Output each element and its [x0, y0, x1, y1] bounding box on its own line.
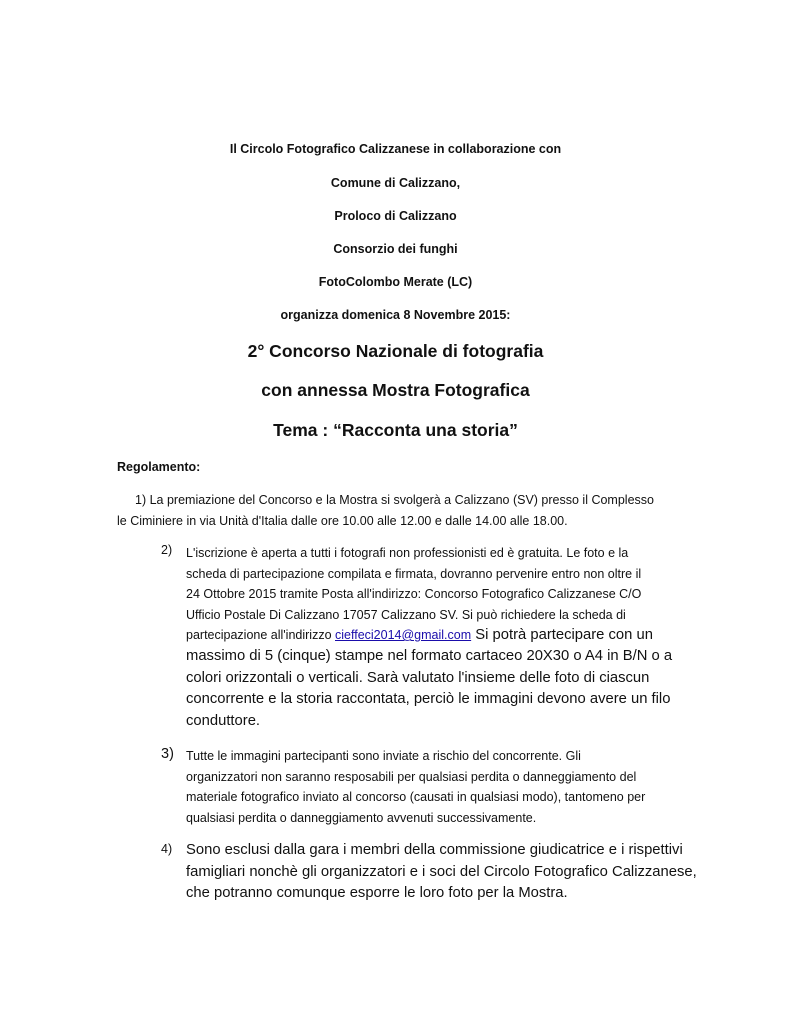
- rule-2-line: colori orizzontali o verticali. Sarà valutato l'insieme delle foto di ciascun: [186, 669, 650, 686]
- rule-2-line: concorrente e la storia raccontata, perciò le immagini devono avere un filo: [186, 691, 671, 707]
- rule-1-line: le Ciminiere in via Unità d'Italia dalle ore 10.00 alle 12.00 e dalle 14.00 alle 18.00.: [117, 514, 568, 528]
- rule-2-text: [186, 543, 686, 647]
- header-line-organizer: Il Circolo Fotografico Calizzanese in collaborazione con: [229, 142, 562, 156]
- rule-1-line: 1) La premiazione del Concorso e la Mostra si svolgerà a Calizzano (SV) presso il Complesso: [135, 493, 654, 507]
- rule-2-line: 24 Ottobre 2015 tramite Posta all'indirizzo: Concorso Fotografico Calizzanese C/O: [186, 587, 642, 601]
- rule-4-text: [186, 840, 697, 905]
- rule-3-line: organizzatori non saranno resposabili per qualsiasi perdita o danneggiamento del: [186, 769, 637, 784]
- rule-2-line: massimo di 5 (cinque) stampe nel formato cartaceo 20X30 o A4 in B/N o a: [186, 648, 673, 664]
- rule-2-line-text: partecipazione all'indirizzo: [186, 628, 335, 642]
- rule-3-number: 3): [161, 746, 174, 762]
- header-line-date: organizza domenica 8 Novembre 2015:: [280, 308, 511, 322]
- rule-3-line: Tutte le immagini partecipanti sono inviate a rischio del concorrente. Gli: [186, 749, 581, 763]
- rule-4-line: che potranno comunque esporre le loro foto per la Mostra.: [186, 885, 568, 901]
- rule-3-text: [186, 746, 686, 828]
- header-line-comune: Comune di Calizzano,: [330, 176, 461, 190]
- title-theme: Tema : “Racconta una storia”: [273, 420, 518, 440]
- header-line-consorzio: Consorzio dei funghi: [333, 242, 458, 256]
- rule-3-line: qualsiasi perdita o danneggiamento avvenuti successivamente.: [186, 810, 537, 825]
- rule-2-line: scheda di partecipazione compilata e firmata, dovranno pervenire entro non oltre il: [186, 566, 642, 581]
- rule-2-line: conduttore.: [186, 712, 261, 729]
- rule-1-paragraph: [117, 490, 682, 532]
- rule-3-line: materiale fotografico inviato al concorso (causati in qualsiasi modo), tantomeno per: [186, 790, 646, 804]
- rule-4-line: famigliari nonchè gli organizzatori e i soci del Circolo Fotografico Calizzanese,: [186, 863, 697, 880]
- title-contest: 2° Concorso Nazionale di fotografia: [247, 341, 544, 361]
- email-link[interactable]: cieffeci2014@gmail.com: [335, 628, 472, 642]
- regolamento-label: Regolamento:: [117, 460, 201, 474]
- rule-2-line-text: Si potrà partecipare con un: [471, 627, 653, 643]
- rule-4-line: Sono esclusi dalla gara i membri della commissione giudicatrice e i rispettivi: [186, 842, 683, 858]
- rule-2-line-email: [186, 625, 686, 647]
- rule-4-number: 4): [161, 842, 173, 856]
- rule-2-text-continued: [186, 646, 686, 732]
- header-line-fotocolombo: FotoColombo Merate (LC): [318, 275, 473, 289]
- rule-2-line: L'iscrizione è aperta a tutti i fotografi non professionisti ed è gratuita. Le foto e la: [186, 546, 629, 560]
- rule-2-number: 2): [161, 543, 173, 557]
- title-exhibition: con annessa Mostra Fotografica: [261, 380, 530, 400]
- rule-2-line: Ufficio Postale Di Calizzano 17057 Calizzano SV. Si può richiedere la scheda di: [186, 607, 626, 622]
- header-line-proloco: Proloco di Calizzano: [334, 209, 457, 223]
